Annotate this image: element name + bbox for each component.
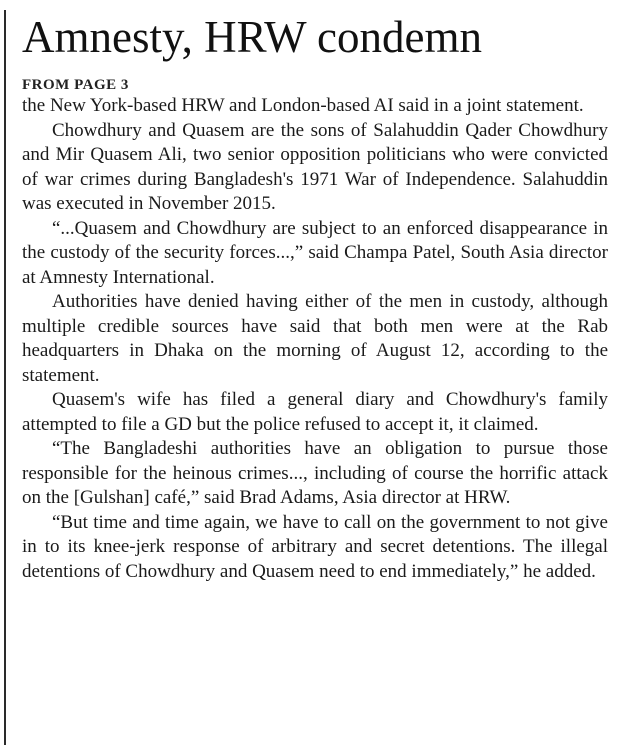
paragraph: “But time and time again, we have to call on the government to not give in to its knee-jerk response of arbitrary and secret detentions. The illegal detentions of Chowdhury and Quasem need to end immediately,” he added. bbox=[22, 511, 608, 582]
paragraph: Chowdhury and Quasem are the sons of Salahuddin Qader Chowdhury and Mir Quasem Ali, two senior opposition politicians who were convicted of war crimes during Bangladesh's 1971 War of Independence. Salahuddin was executed in November 2015. bbox=[22, 119, 608, 214]
article-body bbox=[22, 94, 608, 584]
paragraph: “The Bangladeshi authorities have an obligation to pursue those responsible for the heinous crimes..., including of course the horrific attack on the [Gulshan] café,” said Brad Adams, Asia director at HRW. bbox=[22, 438, 608, 508]
paragraph: the New York-based HRW and London-based AI said in a joint statement. bbox=[22, 95, 584, 116]
continuation-label: FROM PAGE 3 bbox=[22, 77, 129, 93]
paragraph: Quasem's wife has filed a general diary and Chowdhury's family attempted to file a GD but the police refused to accept it, it claimed. bbox=[22, 389, 608, 435]
newspaper-clipping bbox=[4, 10, 614, 745]
paragraph: Authorities have denied having either of the men in custody, although multiple credible sources have said that both men were at the Rab headquarters in Dhaka on the morning of August 12, according to the statement. bbox=[22, 291, 608, 386]
paragraph: “...Quasem and Chowdhury are subject to an enforced disappearance in the custody of the security forces...,” said Champa Patel, South Asia director at Amnesty International. bbox=[22, 217, 608, 288]
headline: Amnesty, HRW condemn bbox=[22, 12, 482, 62]
